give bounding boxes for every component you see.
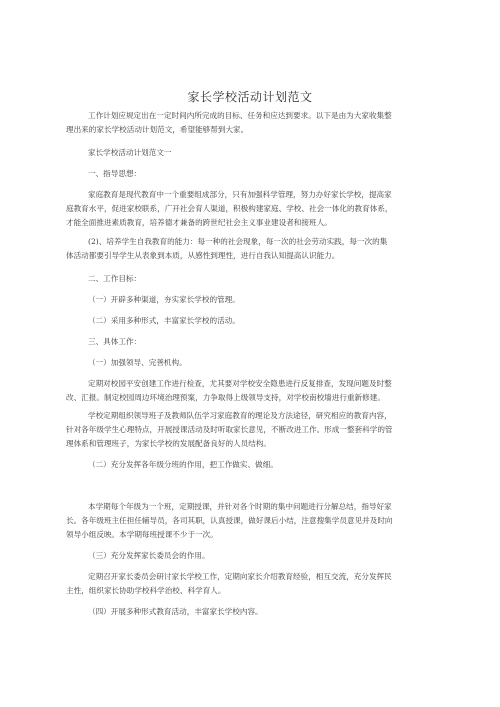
guiding-line: 庭教育水平，促进家校联系，广开社会育人渠道，积极构建家庭、学校、社会一体化的教育体系， (66, 204, 393, 213)
work-item: （一）加强领导、完善机构。 (88, 358, 187, 367)
work-1b-line: 学校定期组织领导班子及教师队伍学习家庭教育的理论及方法途径，研究相应的教育内容， (88, 411, 392, 420)
ability-paragraph (66, 235, 438, 263)
guiding-paragraph (66, 188, 438, 230)
work-2-paragraph (66, 500, 438, 542)
work-2-line: 领导小组反映。本学期每班授课不少于一次。 (66, 530, 218, 539)
work-1-paragraph (66, 377, 438, 405)
intro-line: 理出来的家长学校活动计划范文，希望能够帮到大家。 (66, 125, 249, 134)
work-2-line: 长。各年级班主任担任辅导员，各司其职，认真授课，做好课后小结，注意搜集学员意见并及时向 (66, 516, 393, 525)
ability-line: 体活动都要引导学生从表象到本质，从感性到理性，进行自我认知提高认识能力。 (66, 251, 340, 260)
work-item: （二）充分发挥各年级分班的作用，把工作做实、做细。 (88, 460, 278, 469)
work-3-paragraph (66, 570, 438, 598)
work-1-line: 定期对校园平安创建工作进行检查，尤其要对学校安全隐患进行反复排查，发现问题及时整 (88, 379, 392, 388)
ability-line: (2)、培养学生自我教育的能力：每一种的社会现象，每一次的社会劳动实践，每一次的集 (88, 237, 388, 246)
work-1-line: 改、汇报。制定校园周边环境治理预案，力争取得上级领导支持，对学校南校墙进行重新修建。 (66, 393, 385, 402)
document-title: 家长学校活动计划范文 (187, 90, 313, 104)
goals-heading: 二、工作目标： (88, 274, 142, 283)
work-1-paragraph-b (66, 409, 438, 451)
intro-paragraph (66, 109, 438, 137)
guiding-line: 家庭教育是现代教育中一个重要组成部分，只有加强科学管理，努力办好家长学校，提高家 (88, 190, 392, 199)
work-item: （四）开展多种形式教育活动，丰富家长学校内容。 (88, 607, 263, 616)
guiding-line: 才能全面推进素质教育，培养德才兼备的跨世纪社会主义事业建设者和接班人。 (66, 218, 332, 227)
work-3-line: 主性，组织家长协助学校科学治校、科学育人。 (66, 586, 226, 595)
goal-item: （一）开辟多种渠道，夯实家长学校的管理。 (88, 295, 240, 304)
work-1b-line: 理体系和管理班子，为家长学校的发展配备良好的人员结构。 (66, 439, 272, 448)
work-2-line: 本学期每个年级为一个班，定期授课，并针对各个时期的集中问题进行分解总结，指导好家 (88, 502, 392, 511)
goal-item: （二）采用多种形式，丰富家长学校的活动。 (88, 316, 240, 325)
intro-line: 工作计划应规定出在一定时间内所完成的目标、任务和应达到要求。以下是由为大家收集整 (88, 111, 392, 120)
work-3-line: 定期召开家长委员会研讨家长学校工作，定期向家长介绍教育经验，相互交流，充分发挥民 (88, 572, 392, 581)
work-heading: 三、具体工作： (88, 337, 142, 346)
work-1b-line: 针对各年级学生心理特点，开展授课活动及时听取家长意见，不断改进工作。形成一整套科学的管 (66, 425, 393, 434)
guiding-heading: 一、指导思想： (88, 169, 142, 178)
work-item: （三）充分发挥家长委员会的作用。 (88, 551, 210, 560)
section-heading: 家长学校活动计划范文一 (88, 148, 172, 157)
